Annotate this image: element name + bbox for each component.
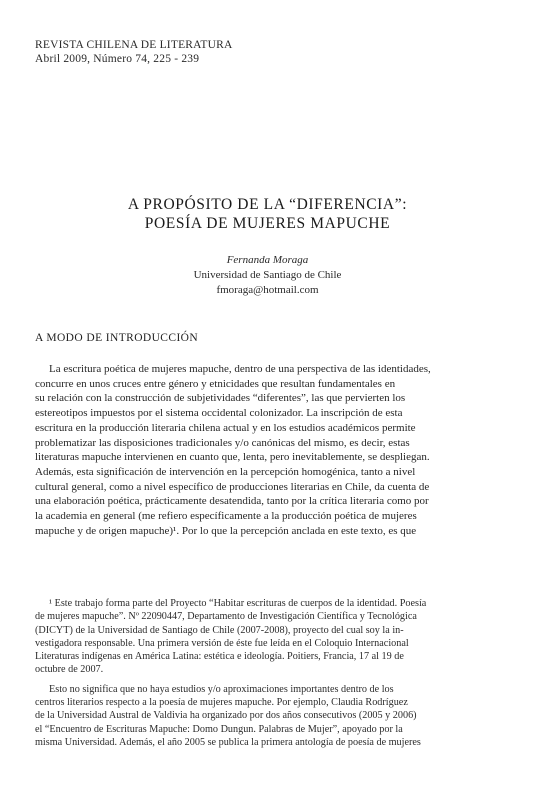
- footnotes: [35, 597, 500, 749]
- footnote-line: de mujeres mapuche”. Nº 22090447, Departamento de Investigación Científica y Tecnológica: [35, 611, 417, 623]
- body-line: problematizar las disposiciones tradicionales y/o canónicas del mismo, es decir, estas: [35, 436, 410, 449]
- footnote-line: el “Encuentro de Escrituras Mapuche: Domo Dungun. Palabras de Mujer”, apoyado por la: [35, 723, 403, 735]
- body-line: concurre en unos cruces entre género y etnicidades que resultan fundamentales en: [35, 377, 396, 390]
- body-line: literaturas mapuche intervienen en cuanto que, lenta, pero inevitablemente, se despliegan.: [35, 451, 430, 464]
- body-line: Además, esta significación de intervención en la percepción homogénica, tanto a nivel: [35, 465, 416, 478]
- footnote-line: centros literarios respecto a la poesía de mujeres mapuche. Por ejemplo, Claudia Rodríguez: [35, 697, 408, 709]
- body-line: su relación con la construcción de subjetividades “diferentes”, las que pervierten los: [35, 392, 406, 405]
- issue-info: Abril 2009, Número 74, 225 - 239: [35, 53, 200, 65]
- body-line: la academia en general (me refiero específicamente a la producción poética de mujeres: [35, 510, 417, 523]
- title-line-2: POESÍA DE MUJERES MAPUCHE: [144, 215, 391, 232]
- body-paragraph: [35, 362, 500, 538]
- footnote-line: de la Universidad Austral de Valdivia ha organizado por dos años consecutivos (2005 y 2006): [35, 710, 417, 722]
- body-line: estereotipos impuestos por el sistema occidental colonizador. La inscripción de esta: [35, 407, 403, 420]
- author-email: fmoraga@hotmail.com: [216, 284, 319, 296]
- author-affiliation: Universidad de Santiago de Chile: [193, 269, 342, 281]
- body-line: cultural general, como a nivel específico de producciones literarias en Chile, da cuenta de: [35, 480, 430, 493]
- footnote-line: Esto no significa que no haya estudios y/o aproximaciones importantes dentro de los: [49, 683, 394, 695]
- author-block: [0, 253, 535, 298]
- footnote-line: ¹ Este trabajo forma parte del Proyecto “Habitar escrituras de cuerpos de la identidad. Poesía: [49, 598, 427, 609]
- body-line: mapuche y de origen mapuche)¹. Por lo que la percepción anclada en este texto, es que: [35, 524, 417, 537]
- footnote-line: vestigadora responsable. Una primera versión de éste fue leída en el Coloquio Internacional: [35, 637, 409, 649]
- article-title: [0, 195, 535, 233]
- body-line: una elaboración poética, prácticamente desatendida, tanto por la crítica literaria como por: [35, 495, 429, 508]
- title-line-1: A PROPÓSITO DE LA “DIFERENCIA”:: [127, 196, 408, 213]
- footnote-line: misma Universidad. Además, el año 2005 se publica la primera antología de poesía de mujeres: [35, 736, 421, 748]
- footnote-line: Literaturas indígenas en América Latina: estética e ideología. Poitiers, Francia, 17 al 19 de: [35, 651, 404, 663]
- journal-name: REVISTA CHILENA DE LITERATURA: [35, 39, 233, 51]
- body-line: La escritura poética de mujeres mapuche, dentro de una perspectiva de las identidades,: [49, 363, 431, 375]
- running-head: [35, 38, 233, 66]
- author-name: Fernanda Moraga: [226, 254, 309, 266]
- footnote-line: octubre de 2007.: [35, 664, 104, 676]
- footnote-line: (DICYT) de la Universidad de Santiago de Chile (2007-2008), proyecto del cual soy la in-: [35, 624, 404, 636]
- section-heading: A MODO DE INTRODUCCIÓN: [35, 332, 199, 344]
- body-line: escritura en la producción literaria chilena actual y en los estudios académicos permite: [35, 421, 416, 434]
